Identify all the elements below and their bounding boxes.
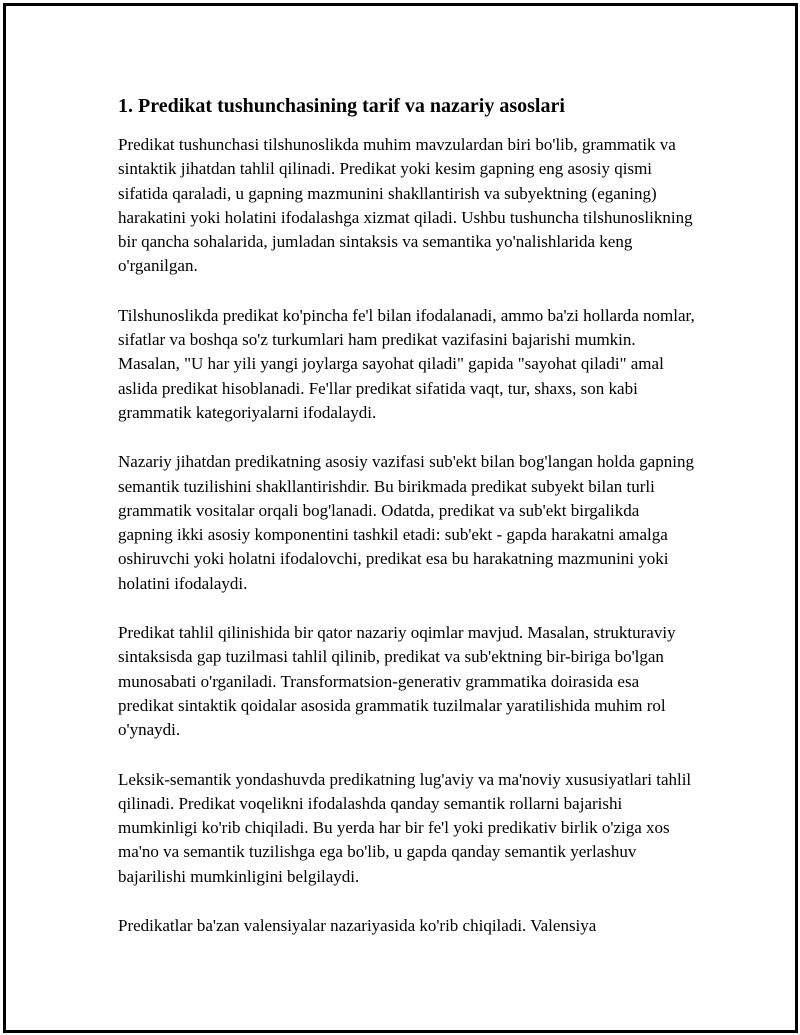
paragraph-1: Predikat tushunchasi tilshunoslikda muhim mavzulardan biri bo'lib, grammatik va sintaktik jihatdan tahlil qilinadi. Predikat yoki kesim gapning eng asosiy qismi sifatida qaraladi, u gapning mazmunini shakllantirish va subyektning (eganing) harakatini yoki holatini ifodalashga xizmat qiladi. Ushbu tushuncha tilshunoslikning bir qancha sohalarida, jumladan sintaksis va semantika yo'nalishlarida keng o'rganilgan. — [118, 135, 693, 276]
paragraph-2: Tilshunoslikda predikat ko'pincha fe'l bilan ifodalanadi, ammo ba'zi hollarda nomlar, sifatlar va boshqa so'z turkumlari ham predikat vazifasini bajarishi mumkin. Masalan, "U har yili yangi joylarga sayohat qiladi" gapida "sayohat qiladi" amal aslida predikat hisoblanadi. Fe'llar predikat sifatida vaqt, tur, shaxs, son kabi grammatik kategoriyalarni ifodalaydi. — [118, 305, 695, 422]
paragraph-4: Predikat tahlil qilinishida bir qator nazariy oqimlar mavjud. Masalan, strukturaviy sintaksisda gap tuzilmasi tahlil qilinib, predikat va sub'ektning bir-biriga bo'lgan munosabati o'rganiladi. Transformatsion-generativ grammatika doirasida esa predikat sintaktik qoidalar asosida grammatik tuzilmalar yaratilishida muhim rol o'ynaydi. — [118, 623, 676, 740]
document-body — [118, 93, 698, 963]
paragraph-3: Nazariy jihatdan predikatning asosiy vazifasi sub'ekt bilan bog'langan holda gapning semantik tuzilishini shakllantirishdir. Bu birikmada predikat subyekt bilan turli grammatik vositalar orqali bog'lanadi. Odatda, predikat va sub'ekt birgalikda gapning ikki asosiy komponentini tashkil etadi: sub'ekt - gapda harakatni amalga oshiruvchi yoki holatni ifodalovchi, predikat esa bu harakatning mazmunini yoki holatini ifodalaydi. — [118, 452, 694, 593]
paragraph-6: Predikatlar ba'zan valensiyalar nazariyasida ko'rib chiqiladi. Valensiya — [118, 916, 597, 936]
section-heading: 1. Predikat tushunchasining tarif va nazariy asoslari — [118, 95, 565, 117]
paragraph-5: Leksik-semantik yondashuvda predikatning lug'aviy va ma'noviy xususiyatlari tahlil qilinadi. Predikat voqelikni ifodalashda qanday semantik rollarni bajarishi mumkinligi ko'rib chiqiladi. Bu yerda har bir fe'l yoki predikativ birlik o'ziga xos ma'no va semantik tuzilishga ega bo'lib, u gapda qanday semantik yerlashuv bajarilishi mumkinligini belgilaydi. — [118, 769, 692, 886]
